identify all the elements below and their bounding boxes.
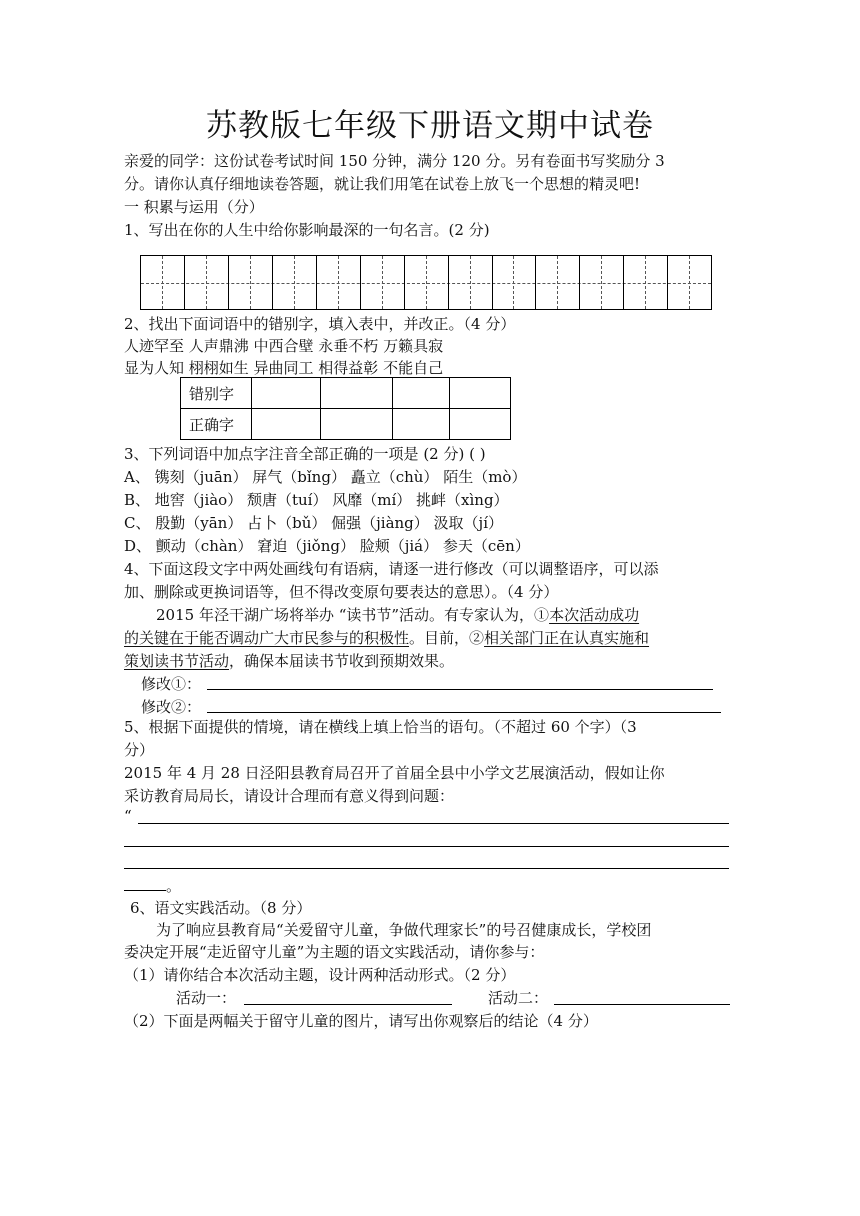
answer-cell[interactable] <box>321 409 393 440</box>
intro-line-1: 亲爱的同学：这份试卷考试时间 150 分钟，满分 120 分。另有卷面书写奖励分 3 <box>124 152 665 170</box>
answer-line[interactable] <box>138 823 729 824</box>
q6-paragraph-1: 为了响应县教育局“关爱留守儿童，争做代理家长”的号召健康成长，学校团 <box>156 921 652 939</box>
question-5-line-2: 分） <box>124 741 155 759</box>
open-quote: “ <box>124 807 132 825</box>
fix-1-label: 修改①： <box>141 675 202 693</box>
option-c: C、 殷勤（yān） 占卜（bǔ） 倔强（jiàng） 汲取（jí） <box>124 514 503 532</box>
correction-table <box>180 377 511 440</box>
passage-line-3 <box>124 651 454 671</box>
intro-line-2: 分。请你认真仔细地读卷答题，就让我们用笔在试卷上放飞一个思想的精灵吧! <box>124 175 641 193</box>
answer-line[interactable] <box>124 868 729 869</box>
underlined-sentence-1-cont: 的关键在于能否调动广大市民参与的积极性 <box>124 629 410 647</box>
answer-cell[interactable] <box>393 378 450 409</box>
word-row-1: 人迹罕至 人声鼎沸 中西合壁 永垂不朽 万籁具寂 <box>124 337 444 355</box>
q6-paragraph-2: 委决定开展“走近留守儿童”为主题的语文实践活动，请你参与： <box>124 943 545 961</box>
option-a: A、 镌刻（juān） 屏气（bǐng） 矗立（chù） 陌生（mò） <box>124 468 527 486</box>
passage-line-1 <box>156 605 639 625</box>
answer-cell[interactable] <box>393 409 450 440</box>
underlined-sentence-2-cont: 策划读书节活动 <box>124 652 230 670</box>
question-4-line-1: 4、下面这段文字中两处画线句有语病，请逐一进行修改（可以调整语序，可以添 <box>124 560 659 578</box>
question-5-line-1: 5、根据下面提供的情境，请在横线上填上恰当的语句。（不超过 60 个字）（3 <box>124 718 637 736</box>
option-d: D、 颤动（chàn） 窘迫（jiǒng） 脸颊（jiá） 参天（cēn） <box>124 537 530 555</box>
option-b: B、 地窖（jiào） 颓唐（tuí） 风靡（mí） 挑衅（xìng） <box>124 491 509 509</box>
answer-cell[interactable] <box>252 409 321 440</box>
question-1: 1、写出在你的人生中给你影响最深的一句名言。(2 分) <box>124 221 490 239</box>
wrong-char-label: 错别字 <box>181 378 252 409</box>
context-line-1: 2015 年 4 月 28 日泾阳县教育局召开了首届全县中小学文艺展演活动，假如让你 <box>124 764 665 782</box>
activity-1-label: 活动一： <box>176 989 237 1007</box>
answer-cell[interactable] <box>450 409 511 440</box>
question-3: 3、下列词语中加点字注音全部正确的一项是 (2 分) ( ) <box>124 445 486 463</box>
q6-sub-1: （1）请你结合本次活动主题，设计两种活动形式。（2 分） <box>124 966 516 984</box>
q6-sub-2: （2）下面是两幅关于留守儿童的图片，请写出你观察后的结论（4 分） <box>124 1012 598 1030</box>
answer-cell[interactable] <box>252 378 321 409</box>
writing-grid[interactable] <box>140 255 712 310</box>
answer-line[interactable] <box>124 846 729 847</box>
answer-cell[interactable] <box>450 378 511 409</box>
context-line-2: 采访教育局局长，请设计合理而有意义得到问题： <box>124 787 455 805</box>
answer-line[interactable] <box>124 890 166 891</box>
question-4-line-2: 加、删除或更换词语等，但不得改变原句要表达的意思）。（4 分） <box>124 583 559 601</box>
passage-text: 。目前，② <box>409 629 485 647</box>
fix-1-answer-line[interactable] <box>207 689 713 690</box>
underlined-sentence-2: 相关部门正在认真实施和 <box>484 629 650 647</box>
passage-text: 2015 年泾干湖广场将举办 “读书节”活动。有专家认为，① <box>156 606 550 624</box>
passage-line-2 <box>124 628 649 648</box>
question-6: 6、语文实践活动。（8 分） <box>130 899 312 917</box>
activity-1-answer-line[interactable] <box>244 1004 452 1005</box>
fix-2-answer-line[interactable] <box>207 712 721 713</box>
passage-text: ，确保本届读书节收到预期效果。 <box>229 652 455 670</box>
answer-cell[interactable] <box>321 378 393 409</box>
fix-2-label: 修改②： <box>141 698 202 716</box>
word-row-2: 显为人知 栩栩如生 异曲同工 相得益彰 不能自己 <box>124 359 444 377</box>
question-2: 2、找出下面词语中的错别字，填入表中，并改正。（4 分） <box>124 315 516 333</box>
activity-2-label: 活动二： <box>488 989 549 1007</box>
page-title: 苏教版七年级下册语文期中试卷 <box>206 108 654 144</box>
section-heading: 一 积累与运用（分） <box>124 198 264 216</box>
activity-2-answer-line[interactable] <box>554 1004 730 1005</box>
right-char-label: 正确字 <box>181 409 252 440</box>
underlined-sentence-1: 本次活动成功 <box>549 606 640 624</box>
end-period: 。 <box>166 877 182 895</box>
